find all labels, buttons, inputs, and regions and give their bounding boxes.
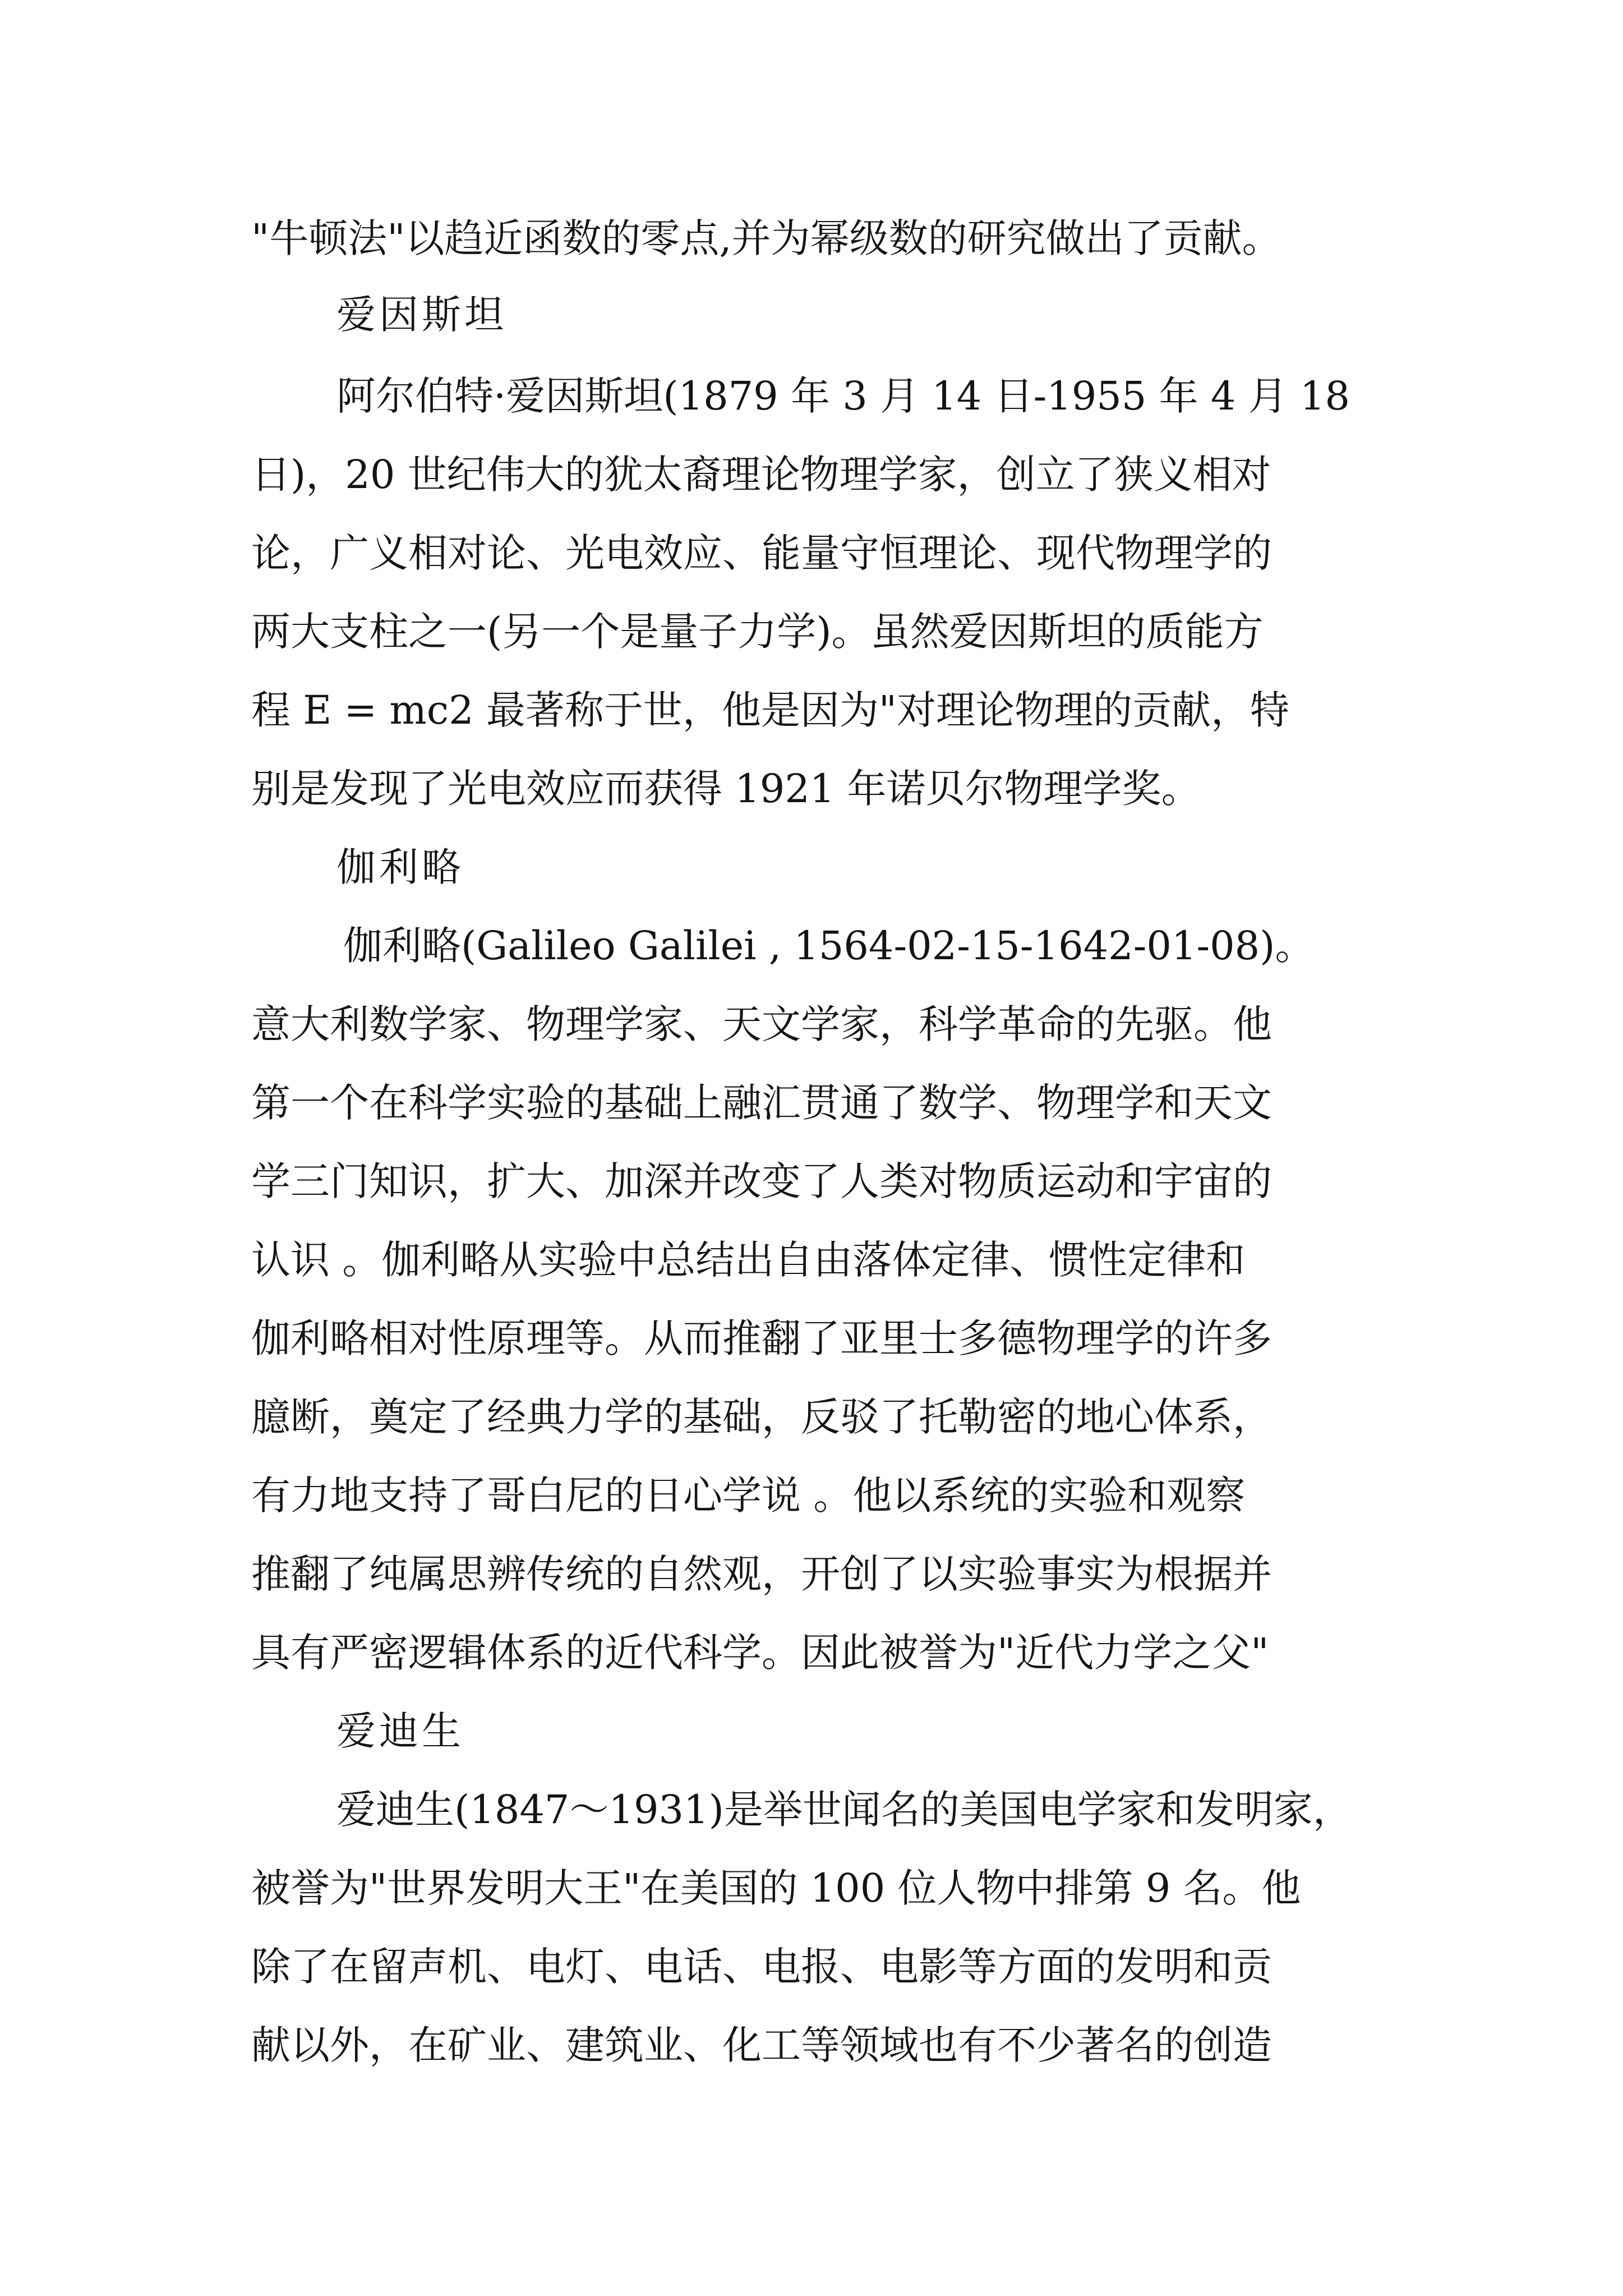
- paragraph-line: 伽利略相对性原理等。从而推翻了亚里士多德物理学的许多: [251, 1315, 1272, 1361]
- paragraph-line: 具有严密逻辑体系的近代科学。因此被誉为"近代力学之父": [251, 1630, 1269, 1676]
- section-heading-edison: 爱迪生: [336, 1708, 464, 1754]
- paragraph-line: 日)，20 世纪伟大的犹太裔理论物理学家，创立了狭义相对: [251, 452, 1271, 498]
- section-heading-galileo: 伽利略: [336, 844, 464, 890]
- paragraph-line: 别是发现了光电效应而获得 1921 年诺贝尔物理学奖。: [251, 766, 1201, 812]
- section-heading-einstein: 爱因斯坦: [336, 292, 507, 338]
- paragraph-line: 除了在留声机、电灯、电话、电报、电影等方面的发明和贡: [251, 1944, 1272, 1990]
- paragraph-line: 爱迪生(1847～1931)是举世闻名的美国电学家和发明家，: [336, 1787, 1352, 1833]
- paragraph-line: 臆断，奠定了经典力学的基础，反驳了托勒密的地心体系，: [251, 1394, 1272, 1440]
- paragraph-line: 阿尔伯特·爱因斯坦(1879 年 3 月 14 日-1955 年 4 月 18: [336, 373, 1350, 419]
- paragraph-line: 被誉为"世界发明大王"在美国的 100 位人物中排第 9 名。他: [251, 1865, 1301, 1911]
- paragraph-line: 认识 。伽利略从实验中总结出自由落体定律、惯性定律和: [251, 1237, 1246, 1283]
- paragraph-line: 程 E = mc2 最著称于世，他是因为"对理论物理的贡献，特: [251, 687, 1290, 733]
- paragraph-line: 学三门知识，扩大、加深并改变了人类对物质运动和宇宙的: [251, 1158, 1272, 1204]
- paragraph-line: 意大利数学家、物理学家、天文学家，科学革命的先驱。他: [251, 1001, 1272, 1047]
- paragraph-line: 论，广义相对论、光电效应、能量守恒理论、现代物理学的: [251, 530, 1272, 576]
- paragraph-line: "牛顿法"以趋近函数的零点,并为幂级数的研究做出了贡献。: [251, 215, 1281, 261]
- paragraph-line: 推翻了纯属思辨传统的自然观，开创了以实验事实为根据并: [251, 1551, 1272, 1597]
- paragraph-line: 献以外，在矿业、建筑业、化工等领域也有不少著名的创造: [251, 2022, 1272, 2068]
- paragraph-line: 有力地支持了哥白尼的日心学说 。他以系统的实验和观察: [251, 1473, 1246, 1519]
- paragraph-line: 伽利略(Galileo Galilei , 1564-02-15-1642-01-08)。: [343, 923, 1315, 969]
- paragraph-line: 第一个在科学实验的基础上融汇贯通了数学、物理学和天文: [251, 1080, 1272, 1126]
- paragraph-line: 两大支柱之一(另一个是量子力学)。虽然爱因斯坦的质能方: [251, 609, 1264, 655]
